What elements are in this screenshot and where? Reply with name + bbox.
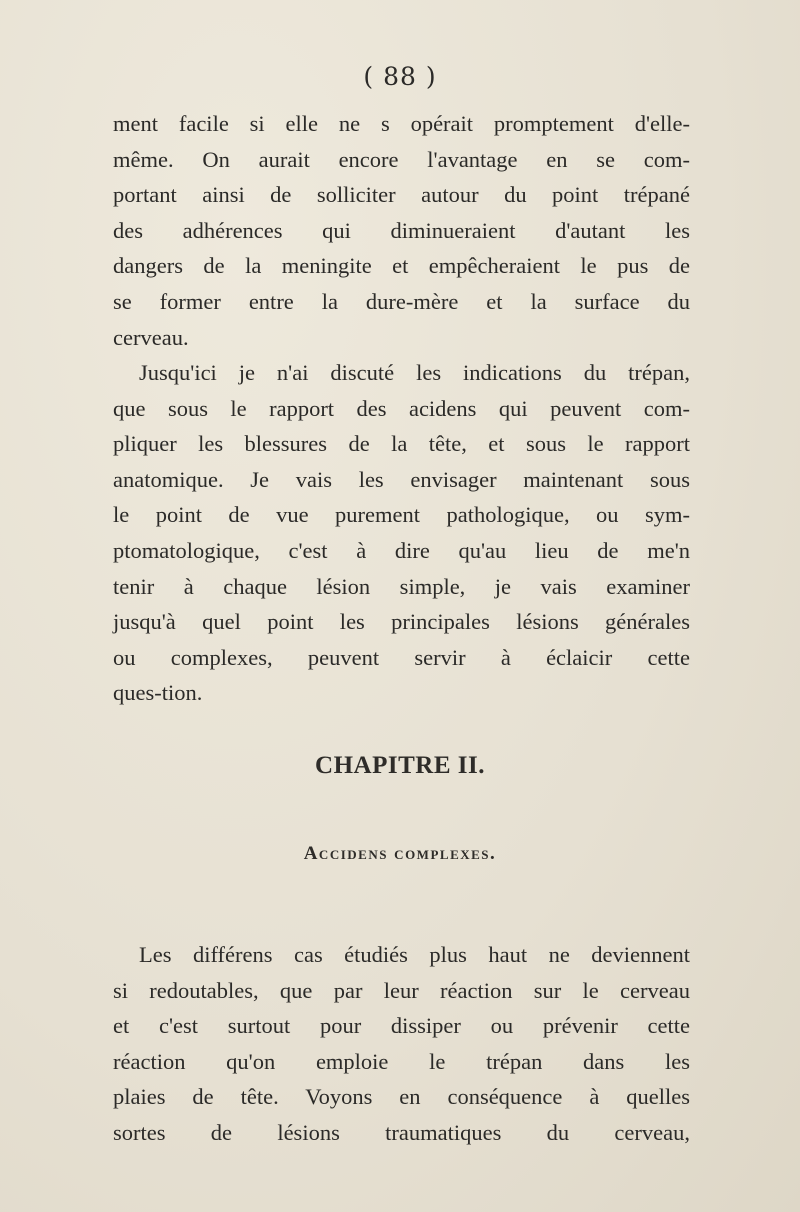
text-line: ptomatologique, c'est à dire qu'au lieu de me'n (113, 537, 690, 563)
chapter-title: CHAPITRE II. (315, 752, 485, 779)
text-line: plaies de tête. Voyons en conséquence à quelles (113, 1084, 690, 1110)
text-line: que sous le rapport des acidens qui peuvent com- (113, 395, 690, 421)
text-line: et c'est surtout pour dissiper ou prévenir cette (113, 1013, 690, 1039)
text-line: jusqu'à quel point les principales lésions générales (113, 609, 690, 635)
text-line: Les différens cas étudiés plus haut ne deviennent (139, 942, 690, 967)
text-line: cerveau. (113, 324, 189, 350)
text-line: tenir à chaque lésion simple, je vais examiner (113, 573, 690, 599)
text-line: si redoutables, que par leur réaction sur le cerveau (113, 977, 690, 1003)
text-line: des adhérences qui diminueraient d'autant les (113, 217, 690, 243)
paragraph-3 (113, 937, 690, 1151)
text-line: pliquer les blessures de la tête, et sous le rapport (113, 431, 690, 457)
text-line: réaction qu'on emploie le trépan dans les (113, 1048, 690, 1074)
text-line: dangers de la meningite et empêcheraient le pus de (113, 253, 690, 279)
text-line: ment facile si elle ne s opérait promptement d'elle- (113, 111, 690, 136)
text-line: Jusqu'ici je n'ai discuté les indications du trépan, (139, 360, 690, 385)
text-line: se former entre la dure-mère et la surface du (113, 288, 690, 314)
page-number: ( 88 ) (363, 62, 437, 91)
text-line: portant ainsi de solliciter autour du point trépané (113, 182, 690, 208)
paragraph-1 (113, 106, 690, 355)
section-title: Accidens complexes. (303, 843, 497, 864)
text-line: sortes de lésions traumatiques du cerveau, (113, 1119, 690, 1145)
text-line: le point de vue purement pathologique, ou sym- (113, 502, 690, 528)
paragraph-2 (113, 355, 690, 711)
text-line: ques-tion. (113, 680, 203, 706)
text-line: ou complexes, peuvent servir à éclaicir cette (113, 644, 690, 670)
text-line: même. On aurait encore l'avantage en se com- (113, 146, 690, 172)
text-line: anatomique. Je vais les envisager maintenant sous (113, 466, 690, 492)
